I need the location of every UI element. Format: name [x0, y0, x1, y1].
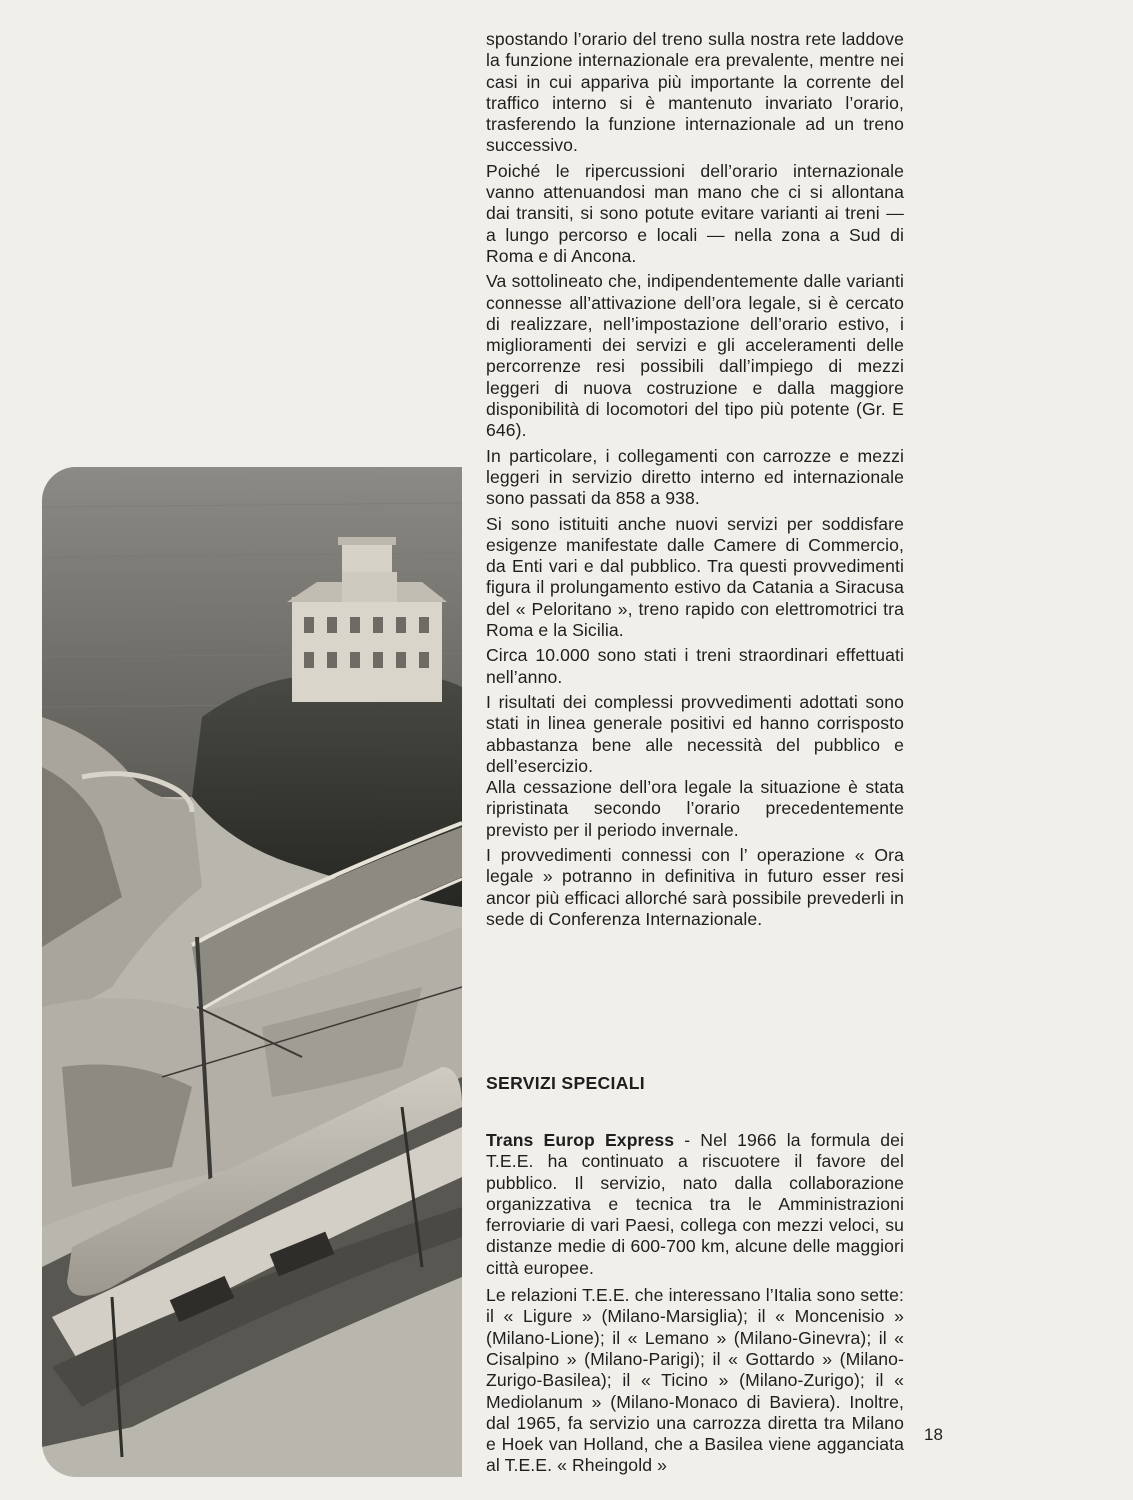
paragraph: Alla cessazione dell’ora legale la situazione è stata ripristinata secondo l’orario precedentemente previsto per il periodo invernale.	[486, 777, 904, 840]
paragraph: In particolare, i collegamenti con carrozze e mezzi leggeri in servizio diretto interno ed internazionale sono passati da 858 a 938.	[486, 445, 904, 509]
paragraph: Si sono istituiti anche nuovi servizi per soddisfare esigenze manifestate dalle Camere di Commercio, da Enti vari e dal pubblico. Tra questi provvedimenti figura il prolungamento estivo da Catania a Siracusa del « Peloritano », treno rapido con elettromotrici tra Roma e la Sicilia.	[486, 513, 904, 641]
paragraph: I provvedimenti connessi con l’ operazione « Ora legale » potranno in definitiva in futuro esser resi ancor più efficaci allorché sarà possibile prevederli in sede di Conferenza Internazionale.	[486, 844, 904, 929]
paragraph: I risultati dei complessi provvedimenti adottati sono stati in linea generale positivi ed hanno corrisposto abbastanza bene alle necessità del pubblico e dell’esercizio.	[486, 691, 904, 776]
tee-paragraph: Le relazioni T.E.E. che interessano l’Italia sono sette: il « Ligure » (Milano-Marsiglia); il « Moncenisio » (Milano-Lione); il « Lemano » (Milano-Ginevra); il « Cisalpino » (Milano-Parigi); il « Gottardo » (Milano-Zurigo-Basilea); il « Ticino » (Milano-Zurigo); il « Mediolanum » (Milano-Monaco di Baviera). Inoltre, dal 1965, fa servizio una carrozza diretta tra Milano e Hoek van Holland, che a Basilea viene agganciata al T.E.E. « Rheingold »	[486, 1285, 904, 1476]
paragraph: Circa 10.000 sono stati i treni straordinari effettuati nell’anno.	[486, 645, 904, 687]
main-text-column	[486, 29, 904, 934]
tee-paragraph	[486, 1130, 904, 1279]
tee-lead: Trans Europ Express	[486, 1130, 675, 1150]
paragraph: spostando l’orario del treno sulla nostra rete laddove la funzione internazionale era prevalente, mentre nei casi in cui appariva più importante la corrente del traffico interno si è mantenuto invariato l’orario, trasferendo la funzione internazionale ad un treno successivo.	[486, 29, 904, 156]
paragraph: Poiché le ripercussioni dell’orario internazionale vanno attenuandosi man mano che ci si allontana dai transiti, si sono potute evitare varianti ai treni — a lungo percorso e locali — nella zona a Sud di Roma e di Ancona.	[486, 160, 904, 266]
tee-paragraph-body: - Nel 1966 la formula dei T.E.E. ha continuato a riscuotere il favore del pubblico. Il servizio, nato dalla collaborazione organizzativa e tecnica tra le Amministrazioni ferroviarie di vari Paesi, collega con mezzi veloci, su distanze medie di 600-700 km, alcune delle maggiori città europee.	[486, 1130, 904, 1278]
tee-text-column	[486, 1130, 904, 1483]
section-heading: SERVIZI SPECIALI	[486, 1073, 645, 1093]
coastal-railway-photo	[42, 467, 462, 1477]
page-number: 18	[924, 1425, 943, 1444]
photo-illustration	[42, 467, 462, 1477]
paragraph: Va sottolineato che, indipendentemente dalle varianti connesse all’attivazione dell’ora legale, si è cercato di realizzare, nell’impostazione dell’orario estivo, i miglioramenti dei servizi e gli acceleramenti delle percorrenze resi possibili dall’impiego di mezzi leggeri di nuova costruzione e dalla maggiore disponibilità di locomotori del tipo più potente (Gr. E 646).	[486, 271, 904, 441]
